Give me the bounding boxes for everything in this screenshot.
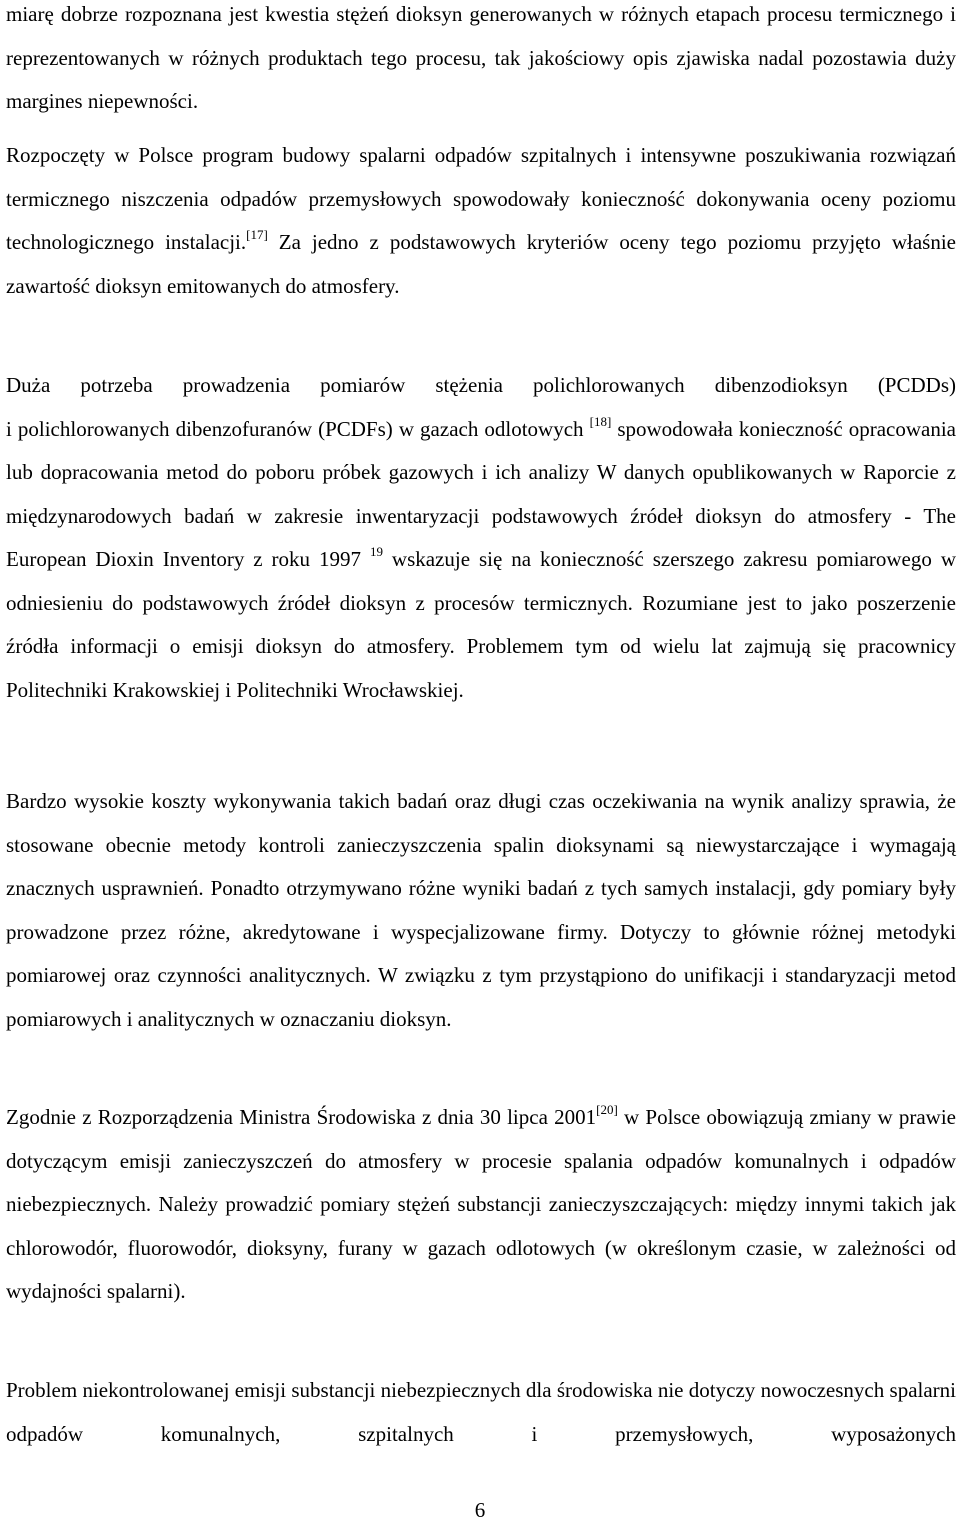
citation-19: 19 [369, 544, 383, 559]
citation-18: [18] [589, 413, 612, 429]
paragraph-4 [6, 780, 956, 1041]
paragraph-2-text: Rozpoczęty w Polsce program budowy spalarni odpadów szpitalnych i intensywne poszukiwania rozwiązań termicznego niszczenia odpadów przemysłowych spowodowały konieczność dokonywania oceny poziomu technologicznego instalacji. [6, 143, 956, 254]
citation-17: [17] [246, 227, 268, 242]
paragraph-3 [6, 364, 956, 712]
paragraph-3-text-mid: spowodowała konieczność opracowania lub dopracowania metod do poboru próbek gazowych i ich analizy W danych opublikowanych w Raporcie z międzynarodowych badań w zakresie inwentaryzacji podstawowych źródeł dioksyn do atmosfery - The European Dioxin Inventory z roku 1997 [6, 416, 957, 571]
paragraph-1-text: miarę dobrze rozpoznana jest kwestia stężeń dioksyn generowanych w różnych etapach procesu termicznego i reprezentowanych w różnych produktach tego procesu, tak jakościowy opis zjawiska nadal pozostawia duży margines niepewności. [6, 2, 956, 113]
paragraph-2-text-cont: Za jedno z podstawowych kryteriów oceny tego poziomu przyjęto właśnie zawartość dioksyn emitowanych do atmosfery. [6, 230, 956, 298]
paragraph-1 [6, 0, 956, 124]
paragraph-5 [6, 1096, 956, 1314]
paragraph-3-text-end: wskazuje się na konieczność szerszego zakresu pomiarowego w odniesieniu do podstawowych źródeł dioksyn z procesów termicznych. Rozumiane jest to jako poszerzenie źródła informacji o emisji dioksyn do atmosfery. Problemem tym od wielu lat zajmują się pracownicy Politechniki Krakowskiej i Politechniki Wrocławskiej. [6, 547, 956, 702]
paragraph-6-text: Problem niekontrolowanej emisji substancji niebezpiecznych dla środowiska nie dotyczy nowoczesnych spalarni odpadów komunalnych, szpitalnych i przemysłowych, wyposażonych [6, 1378, 956, 1446]
citation-20: [20] [596, 1102, 618, 1117]
paragraph-6 [6, 1369, 956, 1456]
paragraph-4-text: Bardzo wysokie koszty wykonywania takich badań oraz długi czas oczekiwania na wynik analizy sprawia, że stosowane obecnie metody kontroli zanieczyszczenia spalin dioksynami są niewystarczające i wymagają znacznych usprawnień. Ponadto otrzymywano różne wyniki badań z tych samych instalacji, gdy pomiary były prowadzone przez różne, akredytowane i wyspecjalizowane firmy. Dotyczy to głównie różnej metodyki pomiarowej oraz czynności analitycznych. W związku z tym przystąpiono do unifikacji i standaryzacji metod pomiarowych i analitycznych w oznaczaniu dioksyn. [6, 789, 956, 1031]
paragraph-2 [6, 134, 956, 308]
paragraph-3-first-line: Duża potrzeba prowadzenia pomiarów stężenia polichlorowanych dibenzodioksyn (PCDDs) [6, 373, 956, 397]
paragraph-3-text: i polichlorowanych dibenzofuranów (PCDFs) w gazach odlotowych [6, 416, 590, 441]
page-number: 6 [474, 1498, 486, 1522]
paragraph-5-text: Zgodnie z Rozporządzenia Ministra Środowiska z dnia 30 lipca 2001 [6, 1105, 597, 1129]
paragraph-5-text-cont: w Polsce obowiązują zmiany w prawie dotyczącym emisji zanieczyszczeń do atmosfery w procesie spalania odpadów komunalnych i odpadów niebezpiecznych. Należy prowadzić pomiary stężeń substancji zanieczyszczających: między innymi takich jak chlorowodór, fluorowodór, dioksyny, furany w gazach odlotowych (w określonym czasie, w zależności od wydajności spalarni). [6, 1105, 956, 1303]
